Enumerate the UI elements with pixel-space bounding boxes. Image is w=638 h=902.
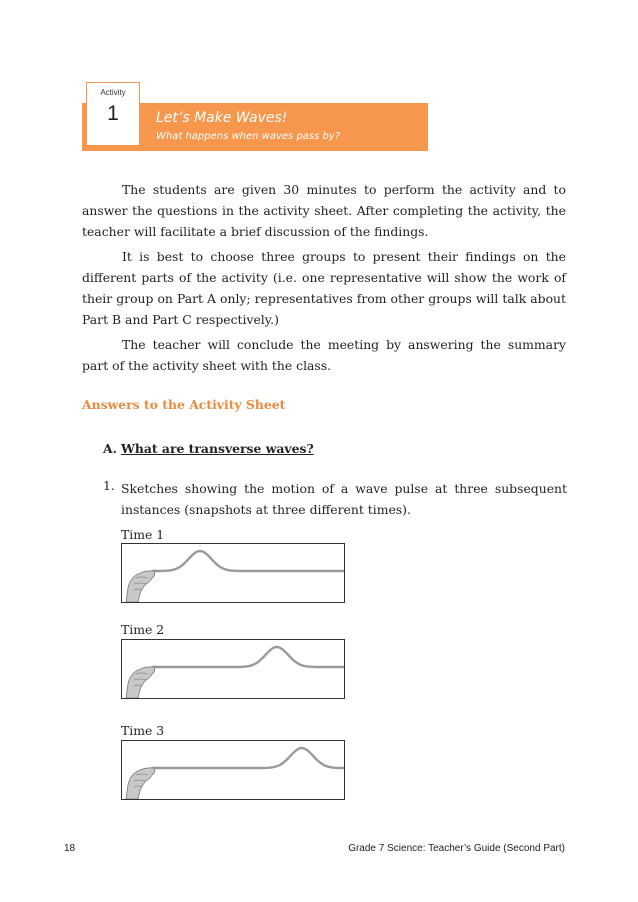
footer-title: Grade 7 Science: Teacher’s Guide (Second Part) (348, 843, 565, 854)
hand-icon (126, 571, 155, 602)
part-a-letter: A. (103, 441, 117, 456)
time-2-sketch (121, 639, 345, 699)
page-number: 18 (64, 843, 76, 854)
activity-title: Let’s Make Waves! (156, 110, 288, 126)
time-2-label: Time 2 (121, 622, 165, 637)
time-1-label: Time 1 (121, 527, 165, 542)
hand-icon (126, 667, 155, 698)
wave-sketch-1 (122, 544, 344, 602)
part-a-title: What are transverse waves? (120, 441, 314, 456)
time-3-sketch (121, 740, 345, 800)
part-a-heading (103, 441, 314, 456)
activity-badge (86, 82, 140, 146)
activity-label: Activity (100, 88, 126, 97)
time-3-label: Time 3 (121, 723, 165, 738)
groups-paragraph: It is best to choose three groups to present their findings on the different parts of the activity (i.e. one representative will show the work of their group on Part A only; representatives from other groups will talk about Part B and Part C respectively.) (82, 249, 566, 327)
activity-subtitle: What happens when waves pass by? (156, 131, 341, 142)
activity-number: 1 (107, 102, 119, 125)
rope-line (152, 748, 344, 768)
wave-sketch-3 (122, 741, 344, 799)
hand-icon (126, 768, 155, 799)
wave-sketch-2 (122, 640, 344, 698)
time-1-sketch (121, 543, 345, 603)
item-text: Sketches showing the motion of a wave pulse at three subsequent instances (snapshots at three different times). (121, 481, 567, 517)
rope-line (152, 647, 344, 667)
conclusion-paragraph: The teacher will conclude the meeting by answering the summary part of the activity sheet with the class. (82, 337, 566, 373)
intro-paragraph: The students are given 30 minutes to perform the activity and to answer the questions in the activity sheet. After completing the activity, the teacher will facilitate a brief discussion of the findings. (82, 182, 566, 239)
rope-line (152, 551, 344, 571)
answers-heading: Answers to the Activity Sheet (82, 397, 286, 412)
item-number: 1. (103, 478, 115, 493)
